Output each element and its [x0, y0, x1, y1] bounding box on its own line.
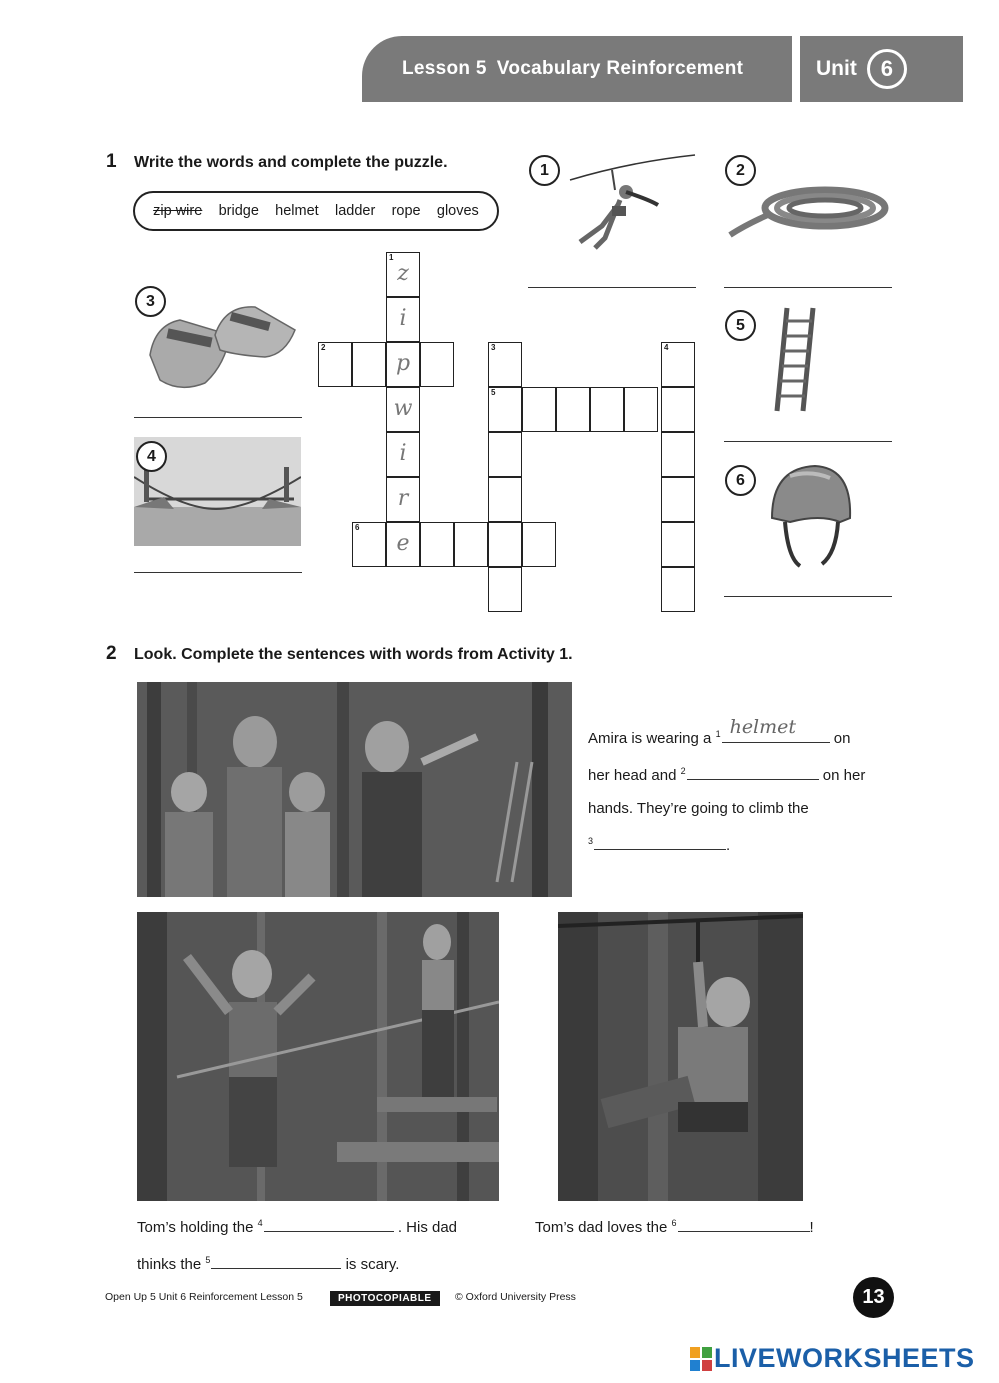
picture-badge-3: 3: [135, 286, 166, 317]
liveworksheets-logo[interactable]: [690, 1343, 975, 1374]
blank-number: 2: [680, 766, 686, 776]
blank-1[interactable]: [722, 716, 830, 743]
answer-line-5[interactable]: [724, 441, 892, 442]
crossword-cell[interactable]: [488, 567, 522, 612]
sentence-text: .: [726, 837, 731, 854]
unit-header: [800, 36, 963, 102]
crossword-cell[interactable]: [624, 387, 658, 432]
answer-line-6[interactable]: [724, 596, 892, 597]
crossword-letter: w: [393, 396, 413, 421]
helmet-icon: [760, 458, 860, 573]
clue-number-5: 5: [491, 388, 496, 397]
crossword-cell[interactable]: [352, 342, 386, 387]
crossword-cell[interactable]: [661, 432, 695, 477]
crossword-letter: r: [397, 486, 409, 511]
crossword-cell[interactable]: [352, 522, 386, 567]
unit-label: Unit: [816, 57, 857, 80]
footer-copyright: © Oxford University Press: [455, 1291, 576, 1303]
crossword-cell[interactable]: [488, 387, 522, 432]
example-answer: helmet: [729, 716, 797, 738]
blank-3[interactable]: [594, 833, 726, 850]
sentence-tom: [137, 1207, 517, 1281]
activity1-title: Write the words and complete the puzzle.: [134, 154, 448, 171]
crossword-cell[interactable]: [386, 342, 420, 387]
lesson-number: Lesson 5: [402, 58, 487, 79]
activity1-number: 1: [106, 151, 117, 172]
liveworksheets-icon: [690, 1347, 712, 1371]
word-bank-item: bridge: [218, 203, 259, 219]
sentence-text: Tom’s holding the: [137, 1219, 254, 1236]
sentence-text: Amira is wearing a: [588, 730, 712, 747]
crossword-cell[interactable]: [488, 522, 522, 567]
sentence-text: her head and: [588, 767, 677, 784]
crossword-cell[interactable]: [661, 567, 695, 612]
clue-number-1: 1: [389, 253, 394, 262]
blank-number: 5: [205, 1255, 211, 1265]
blank-2[interactable]: [687, 763, 819, 780]
crossword-cell[interactable]: [488, 432, 522, 477]
crossword-cell[interactable]: [522, 387, 556, 432]
sentence-line: [588, 718, 888, 755]
tom-climbing-illustration: [137, 912, 499, 1201]
crossword-cell[interactable]: [420, 342, 454, 387]
crossword-cell[interactable]: [661, 342, 695, 387]
sentence-line: [137, 1207, 517, 1244]
tom-climbing-picture: [137, 912, 499, 1201]
crossword-cell[interactable]: [556, 387, 590, 432]
sentence-text: . His dad: [397, 1219, 458, 1236]
clue-number-6: 6: [355, 523, 360, 532]
picture-badge-5: 5: [725, 310, 756, 341]
sentence-amira: [588, 718, 888, 862]
blank-number: 1: [715, 729, 721, 739]
crossword-letter: i: [399, 306, 407, 331]
sentence-text: on her: [822, 767, 866, 784]
lesson-title: Vocabulary Reinforcement: [496, 58, 744, 79]
word-bank-item: rope: [391, 203, 421, 219]
crossword-cell[interactable]: [661, 477, 695, 522]
sentence-text: is scary.: [345, 1256, 400, 1273]
crossword-cell[interactable]: [661, 522, 695, 567]
page-number: 13: [853, 1277, 894, 1318]
activity2-title: Look. Complete the sentences with words from Activity 1.: [134, 646, 573, 663]
crossword-letter: z: [397, 261, 409, 286]
rope-icon: [725, 180, 895, 240]
sentence-dad: [535, 1207, 855, 1244]
answer-line-3[interactable]: [134, 417, 302, 418]
picture-badge-2: 2: [725, 155, 756, 186]
crossword-cell[interactable]: [488, 342, 522, 387]
blank-number: 4: [257, 1218, 263, 1228]
word-bank-item: ladder: [334, 203, 376, 219]
picture-badge-6: 6: [725, 465, 756, 496]
crossword-cell[interactable]: [488, 477, 522, 522]
picture-badge-1: 1: [529, 155, 560, 186]
crossword-cell[interactable]: [318, 342, 352, 387]
activity2-number: 2: [106, 643, 117, 664]
crossword-cell[interactable]: [454, 522, 488, 567]
zip-wire-icon: [560, 150, 700, 265]
ladder-icon: [765, 303, 825, 418]
picture-badge-4: 4: [136, 441, 167, 472]
crossword-cell[interactable]: [590, 387, 624, 432]
sentence-text: on: [833, 730, 851, 747]
word-bank-item: zip wire: [153, 203, 203, 219]
answer-line-1[interactable]: [528, 287, 696, 288]
sentence-text: !: [809, 1219, 814, 1236]
crossword-letter: e: [396, 531, 410, 556]
word-bank: [133, 191, 499, 231]
crossword-letter: p: [395, 351, 411, 376]
blank-5[interactable]: [211, 1252, 341, 1269]
crossword-cell[interactable]: [386, 387, 420, 432]
crossword-cell[interactable]: [386, 432, 420, 477]
sentence-line: hands. They’re going to climb the: [588, 800, 809, 817]
sentence-line: [137, 1244, 517, 1281]
blank-6[interactable]: [678, 1215, 810, 1232]
gloves-icon: [135, 295, 305, 395]
liveworksheets-text: LIVEWORKSHEETS: [714, 1343, 975, 1373]
blank-number: 3: [588, 836, 594, 846]
forest-group-picture: [137, 682, 572, 897]
sentence-text: Tom’s dad loves the: [535, 1219, 668, 1236]
blank-4[interactable]: [264, 1215, 394, 1232]
word-bank-item: gloves: [436, 203, 479, 219]
blank-number: 6: [671, 1218, 677, 1228]
crossword-cell[interactable]: [420, 522, 454, 567]
clue-number-4: 4: [664, 343, 669, 352]
lesson-header: [362, 36, 792, 102]
crossword-cell[interactable]: [661, 387, 695, 432]
sentence-line: [588, 755, 888, 792]
photocopiable-label: PHOTOCOPIABLE: [330, 1291, 440, 1306]
unit-number: 6: [867, 49, 907, 89]
dad-zip-wire-illustration: [558, 912, 803, 1201]
crossword-cell[interactable]: [386, 477, 420, 522]
crossword-letter: i: [399, 441, 407, 466]
clue-number-2: 2: [321, 343, 326, 352]
answer-line-2[interactable]: [724, 287, 892, 288]
dad-zip-wire-picture: [558, 912, 803, 1201]
sentence-text: thinks the: [137, 1256, 202, 1273]
crossword-cell[interactable]: [386, 297, 420, 342]
footer-credit: Open Up 5 Unit 6 Reinforcement Lesson 5: [105, 1291, 303, 1303]
crossword-cell[interactable]: [522, 522, 556, 567]
crossword-cell[interactable]: [386, 522, 420, 567]
forest-group-illustration: [137, 682, 572, 897]
answer-line-4[interactable]: [134, 572, 302, 573]
clue-number-3: 3: [491, 343, 496, 352]
sentence-line: [588, 825, 888, 862]
crossword-cell[interactable]: [386, 252, 420, 297]
word-bank-item: helmet: [275, 203, 319, 219]
